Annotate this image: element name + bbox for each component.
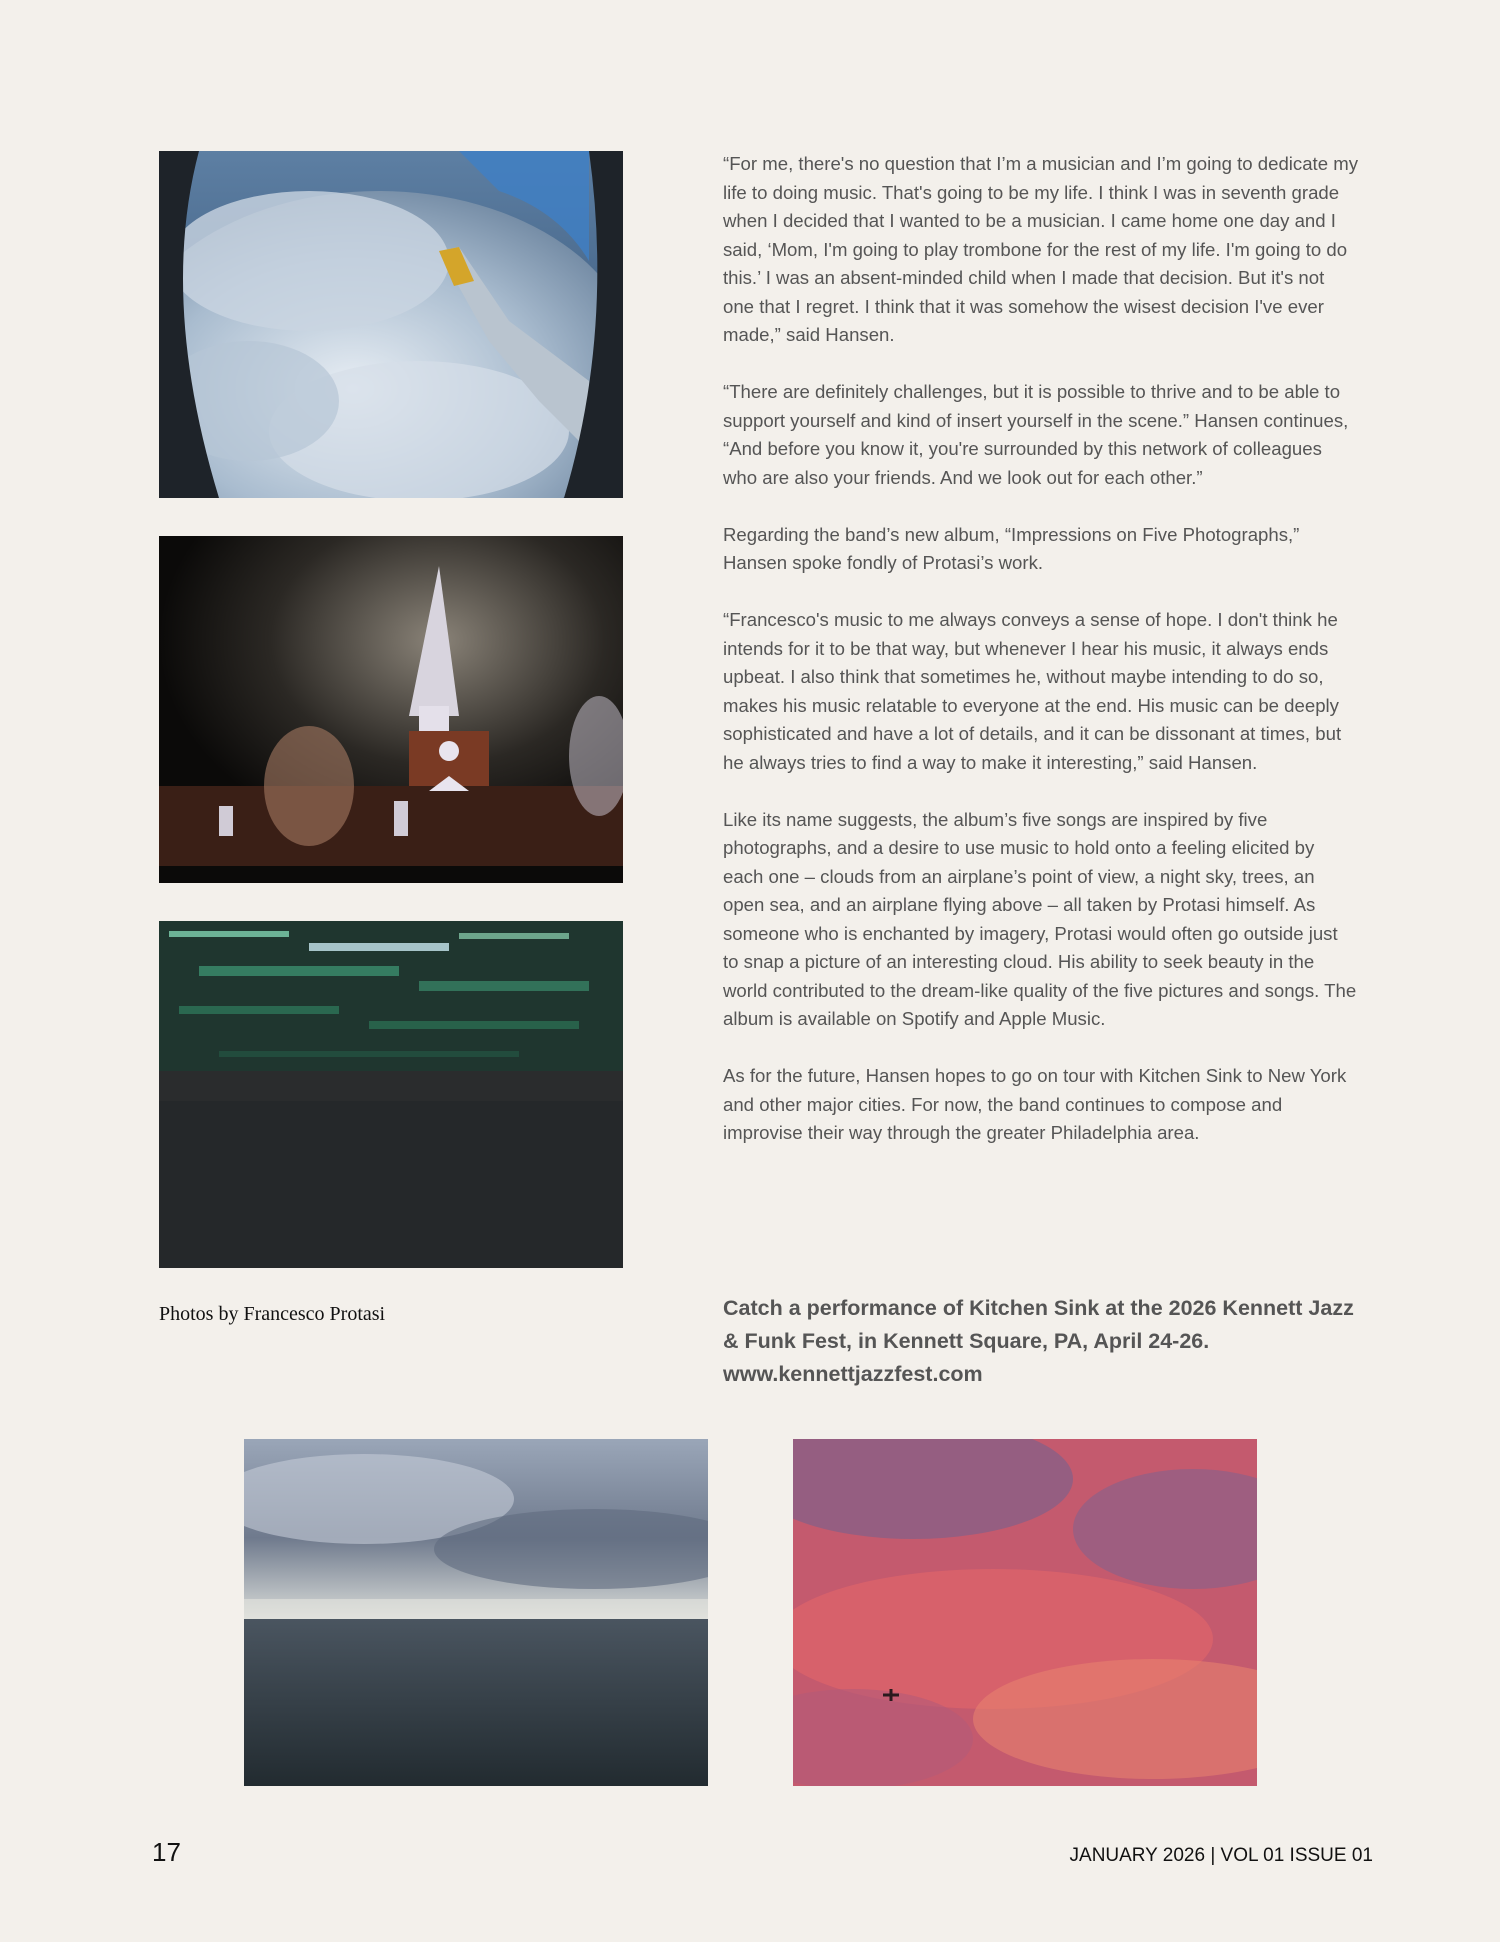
event-callout: Catch a performance of Kitchen Sink at the 2026 Kennett Jazz & Funk Fest, in Kennett Square, PA, April 24-26. www.kennettjazzfest.com [723,1296,1354,1386]
issue-info: JANUARY 2026 | VOL 01 ISSUE 01 [1069,1845,1373,1866]
photo-clouds-window [159,151,623,498]
photo-green-trees [159,921,623,1268]
article-paragraph: “For me, there's no question that I’m a musician and I’m going to dedicate my life to doing music. That's going to be my life. I think I was in seventh grade when I decided that I wanted to be a musician. I came home one day and I said, ‘Mom, I'm going to play trombone for the rest of my life. I'm going to do this.’ I was an absent-minded child when I made that decision. But it's not one that I regret. I think that it was somehow the wisest decision I've ever made,” said Hansen. [723,153,1359,345]
photo-credit: Photos by Francesco Protasi [159,1303,386,1325]
photo-open-sea [244,1439,708,1786]
article-paragraph: As for the future, Hansen hopes to go on tour with Kitchen Sink to New York and other major cities. For now, the band continues to compose and improvise their way through the greater Philadelphia area. [723,1065,1347,1143]
article-paragraph: “There are definitely challenges, but it is possible to thrive and to be able to support yourself and kind of insert yourself in the scene.” Hansen continues, “And before you know it, you're surrounded by this network of colleagues who are also your friends. And we look out for each other.” [723,381,1349,488]
article-paragraph: Regarding the band’s new album, “Impressions on Five Photographs,” Hansen spoke fondly of Protasi’s work. [723,523,1300,573]
article-paragraph: “Francesco's music to me always conveys a sense of hope. I don't think he intends for it to be that way, but whenever I hear his music, it always ends upbeat. I also think that sometimes he, without maybe intending to do so, makes his music relatable to everyone at the end. His music can be deeply sophisticated and have a lot of details, and it can be dissonant at times, but he always tries to find a way to make it interesting,” said Hansen. [723,609,1342,773]
photo-pink-sky-airplane [793,1439,1257,1786]
article-body [723,150,1358,1176]
page-number: 17 [152,1837,181,1867]
article-paragraph: Like its name suggests, the album’s five songs are inspired by five photographs, and a desire to use music to hold onto a feeling elicited by each one – clouds from an airplane’s point of view, a night sky, trees, an open sea, and an airplane flying above – all taken by Protasi himself. As someone who is enchanted by imagery, Protasi would often go outside just to snap a picture of an interesting cloud. His ability to seek beauty in the world contributed to the dream-like quality of the five pictures and songs. The album is available on Spotify and Apple Music. [723,808,1357,1029]
photo-church-night [159,536,623,883]
